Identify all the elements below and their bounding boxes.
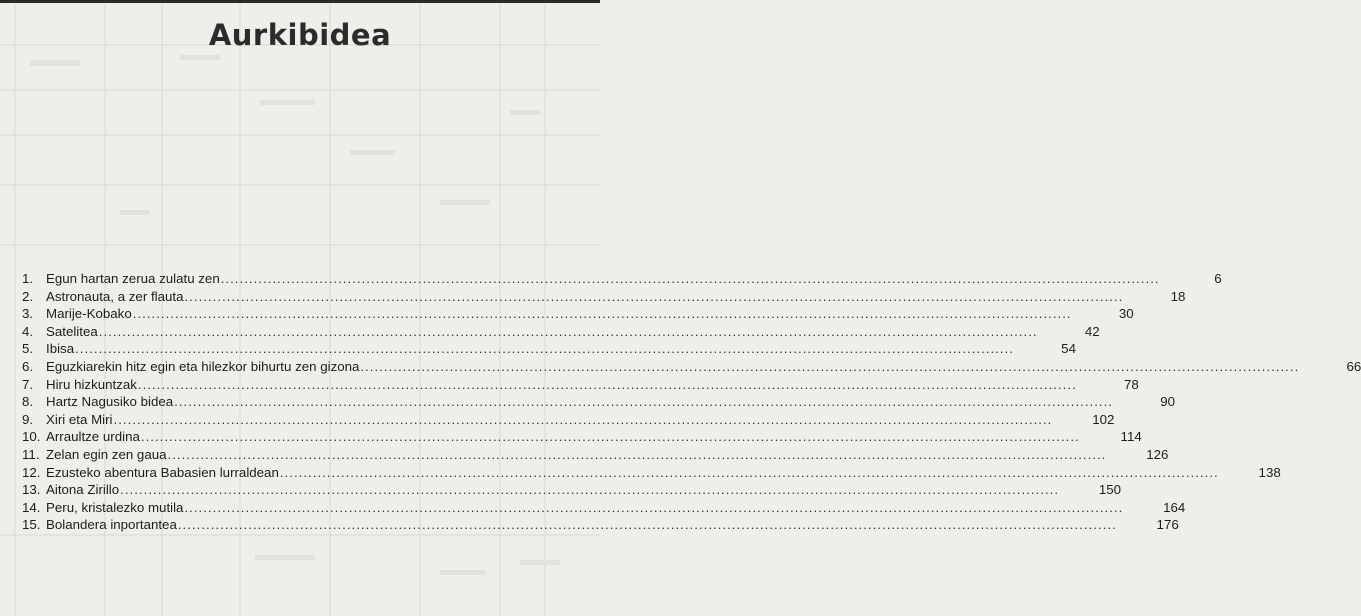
top-rule: [0, 0, 600, 3]
toc-entry: [22, 270, 1222, 288]
toc-entry: [22, 288, 1186, 306]
toc-entry-page: 102: [1092, 411, 1115, 427]
toc-entry-number: 3.: [22, 306, 34, 322]
toc-entry-page: 18: [1170, 288, 1186, 304]
toc-entry-number: 11.: [22, 446, 40, 462]
toc-entry-page: 164: [1163, 499, 1186, 515]
toc-entry-title: Eguzkiarekin hitz egin eta hilezkor bihurtu zen gizona: [46, 358, 360, 374]
toc-entry-page: 90: [1160, 394, 1176, 410]
toc-entry-title: Arraultze urdina: [46, 429, 140, 445]
toc-entry-page: 138: [1258, 464, 1281, 480]
toc-entry-number: 4.: [22, 323, 34, 339]
toc-entry-number: 1.: [22, 271, 34, 286]
dot-leader: ........................................................................................................................................................................................................: [167, 446, 1107, 462]
toc-entry-title: Aitona Zirillo: [46, 482, 120, 498]
toc-entry: [22, 446, 1169, 464]
toc-entry: [22, 323, 1100, 341]
toc-entry: [22, 499, 1186, 517]
toc-entry-title: Satelitea: [46, 323, 98, 339]
dot-leader: ........................................................................................................................................................................................................: [220, 271, 1160, 286]
dot-leader: ........................................................................................................................................................................................................: [137, 376, 1077, 392]
dot-leader: ........................................................................................................................................................................................................: [279, 464, 1219, 480]
toc-entry: [22, 428, 1142, 446]
toc-entry-page: 114: [1120, 429, 1142, 445]
toc-entry-title: Hiru hizkuntzak: [46, 376, 137, 392]
toc-entry-title: Marije-Kobako: [46, 306, 132, 322]
toc-entry-page: 30: [1118, 306, 1134, 322]
toc-entry-title: Peru, kristalezko mutila: [46, 499, 184, 515]
toc-entry: [22, 305, 1134, 323]
toc-entry-number: 7.: [22, 376, 34, 392]
toc-entry-number: 10.: [22, 429, 41, 445]
toc-entry-number: 15.: [22, 517, 41, 533]
toc-entry-title: Hartz Nagusiko bidea: [46, 394, 174, 410]
toc-entry-title: Xiri eta Miri: [46, 411, 113, 427]
toc-entry-page: 6: [1214, 271, 1222, 286]
toc-entry: [22, 393, 1176, 411]
toc-entry-title: Ibisa: [46, 341, 75, 357]
dot-leader: ........................................................................................................................................................................................................: [75, 341, 1014, 357]
dot-leader: ........................................................................................................................................................................................................: [184, 288, 1124, 304]
toc-entry: [22, 516, 1179, 534]
toc-entry-page: 66: [1346, 358, 1361, 374]
toc-entry-page: 42: [1084, 323, 1100, 339]
toc-entry-number: 13.: [22, 482, 41, 498]
toc-entry-number: 6.: [22, 358, 34, 374]
toc-entry: [22, 411, 1115, 429]
toc-entry-title: Astronauta, a zer flauta: [46, 288, 184, 304]
toc-entry-number: 8.: [22, 394, 34, 410]
table-of-contents: [22, 270, 1361, 534]
toc-entry-page: 126: [1146, 446, 1169, 462]
toc-entry: [22, 358, 1361, 376]
dot-leader: ........................................................................................................................................................................................................: [174, 394, 1114, 410]
dot-leader: ........................................................................................................................................................................................................: [140, 429, 1080, 445]
page-title: Aurkibidea: [208, 18, 392, 52]
dot-leader: ........................................................................................................................................................................................................: [113, 411, 1053, 427]
toc-entry-number: 9.: [22, 411, 34, 427]
toc-entry-number: 14.: [22, 499, 41, 515]
dot-leader: ........................................................................................................................................................................................................: [120, 482, 1060, 498]
dot-leader: ........................................................................................................................................................................................................: [98, 323, 1038, 339]
dot-leader: ........................................................................................................................................................................................................: [177, 517, 1117, 533]
toc-entry-title: Zelan egin zen gaua: [46, 446, 167, 462]
toc-entry-title: Ezusteko abentura Babasien lurraldean: [46, 464, 279, 480]
toc-entry: [22, 340, 1076, 358]
toc-entry: [22, 464, 1281, 482]
toc-entry-title: Bolandera inportantea: [46, 517, 177, 533]
toc-entry-page: 54: [1061, 341, 1076, 357]
toc-entry-page: 176: [1156, 517, 1179, 533]
toc-entry-page: 150: [1098, 482, 1122, 498]
dot-leader: ........................................................................................................................................................................................................: [360, 358, 1300, 374]
toc-entry: [22, 481, 1122, 499]
toc-entry-number: 12.: [22, 464, 41, 480]
dot-leader: ........................................................................................................................................................................................................: [184, 499, 1124, 515]
toc-entry-number: 5.: [22, 341, 34, 357]
toc-entry-page: 78: [1123, 376, 1139, 392]
toc-entry-number: 2.: [22, 288, 34, 304]
toc-entry: [22, 376, 1139, 394]
dot-leader: ........................................................................................................................................................................................................: [132, 306, 1072, 322]
toc-entry-title: Egun hartan zerua zulatu zen: [46, 271, 220, 286]
